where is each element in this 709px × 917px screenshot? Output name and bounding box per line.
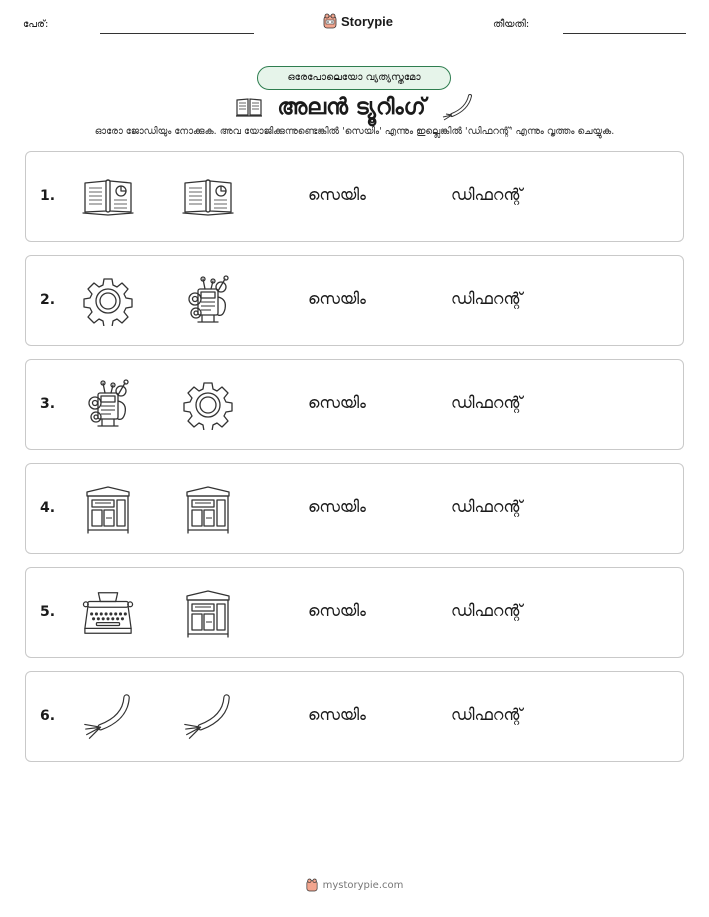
name-label: പേര്:: [23, 19, 49, 30]
open-book-icon: [235, 96, 263, 118]
footer: [0, 878, 709, 892]
question-number: 6.: [40, 708, 56, 724]
right-picture: [182, 485, 234, 533]
worksheet-type-badge: ഒരേപോലെയോ വ്യത്യസ്തമോ: [257, 66, 451, 90]
same-option[interactable]: സെയിം: [308, 601, 366, 620]
left-picture: [82, 381, 134, 429]
left-picture: [82, 173, 134, 221]
cable-icon: [440, 93, 474, 121]
question-row: [25, 151, 684, 242]
right-picture: [182, 173, 234, 221]
cable-icon: [182, 692, 234, 742]
page-title: അലൻ ട്യൂറിംഗ്: [277, 94, 426, 120]
different-option[interactable]: ഡിഫറന്റ്: [451, 185, 523, 204]
same-option[interactable]: സെയിം: [308, 497, 366, 516]
same-option[interactable]: സെയിം: [308, 393, 366, 412]
open-book-icon: [182, 177, 234, 217]
title-row: [0, 92, 709, 122]
right-picture: [182, 693, 234, 741]
typewriter-icon: [82, 589, 134, 637]
different-option[interactable]: ഡിഫറന്റ്: [451, 705, 523, 724]
machine-icon: [85, 379, 131, 431]
right-picture: [182, 589, 234, 637]
gear-icon: [183, 380, 233, 430]
different-option[interactable]: ഡിഫറന്റ്: [451, 393, 523, 412]
same-option[interactable]: സെയിം: [308, 185, 366, 204]
brand-logo: [323, 13, 393, 29]
same-option[interactable]: സെയിം: [308, 705, 366, 724]
question-row: [25, 463, 684, 554]
question-number: 3.: [40, 396, 56, 412]
right-picture: [182, 381, 234, 429]
right-picture: [182, 277, 234, 325]
left-picture: [82, 277, 134, 325]
gear-icon: [83, 276, 133, 326]
date-label: തീയതി:: [493, 19, 530, 30]
question-number: 4.: [40, 500, 56, 516]
machine-icon: [185, 275, 231, 327]
different-option[interactable]: ഡിഫറന്റ്: [451, 497, 523, 516]
date-field[interactable]: [563, 33, 686, 34]
different-option[interactable]: ഡിഫറന്റ്: [451, 601, 523, 620]
cable-icon: [82, 692, 134, 742]
cabinet-icon: [183, 484, 233, 534]
worksheet-header: [0, 0, 709, 50]
left-picture: [82, 693, 134, 741]
left-picture: [82, 485, 134, 533]
open-book-icon: [82, 177, 134, 217]
name-field[interactable]: [100, 33, 254, 34]
question-number: 1.: [40, 188, 56, 204]
question-row: [25, 671, 684, 762]
different-option[interactable]: ഡിഫറന്റ്: [451, 289, 523, 308]
question-number: 5.: [40, 604, 56, 620]
storypie-mascot-icon: [323, 13, 337, 29]
question-number: 2.: [40, 292, 56, 308]
same-option[interactable]: സെയിം: [308, 289, 366, 308]
cabinet-icon: [183, 588, 233, 638]
question-row: [25, 567, 684, 658]
storypie-mascot-icon: [306, 878, 318, 892]
instructions: ഓരോ ജോഡിയും നോക്കുക. അവ യോജിക്കുന്നുണ്ടെങ്കിൽ 'സെയിം' എന്നും ഇല്ലെങ്കിൽ 'ഡിഫറന്റ്' എന്നും വൃത്തം ചെയ്യുക.: [94, 126, 615, 137]
footer-url: mystorypie.com: [322, 879, 404, 891]
left-picture: [82, 589, 134, 637]
brand-name: Storypie: [341, 13, 394, 29]
cabinet-icon: [83, 484, 133, 534]
question-row: [25, 359, 684, 450]
question-row: [25, 255, 684, 346]
